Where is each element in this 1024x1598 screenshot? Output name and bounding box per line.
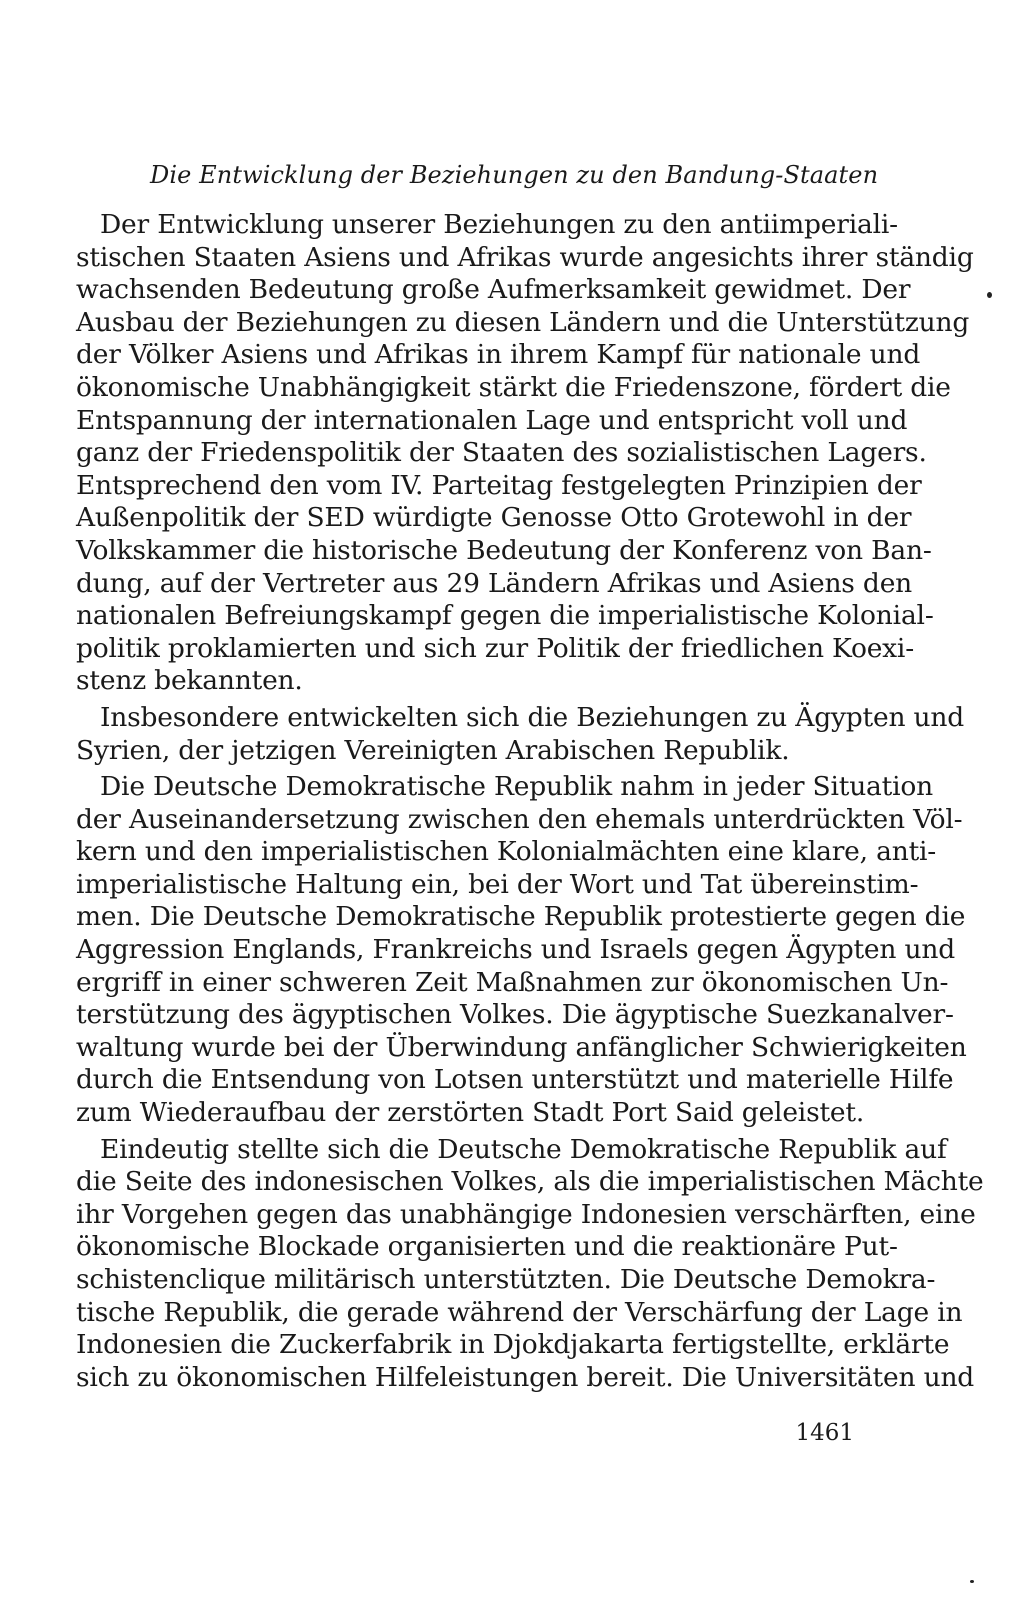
text-line: ganz der Friedenspolitik der Staaten des sozialistischen Lagers. — [76, 437, 927, 469]
text-line: Volkskammer die historische Bedeutung der Konferenz von Ban- — [76, 534, 932, 566]
text-line: Entspannung der internationalen Lage und entspricht voll und — [76, 404, 908, 436]
page-number: 1461 — [795, 1420, 854, 1446]
text-line: schistenclique militärisch unterstützten. Die Deutsche Demokra- — [76, 1264, 936, 1295]
paragraph — [76, 701, 965, 767]
text-line: terstützung des ägyptischen Volkes. Die ägyptische Suezkanalver- — [76, 999, 954, 1031]
text-line: dung, auf der Vertreter aus 29 Ländern Afrikas und Asiens den — [76, 567, 913, 599]
text-line: der Auseinandersetzung zwischen den ehemals unterdrückten Völ- — [76, 803, 963, 835]
text-line: imperialistische Haltung ein, bei der Wort und Tat übereinstim- — [76, 868, 919, 900]
paragraph — [76, 771, 967, 1130]
text-line: politik proklamierten und sich zur Politik der friedlichen Koexi- — [76, 632, 914, 664]
text-line: men. Die Deutsche Demokratische Republik protestierte gegen die — [76, 901, 966, 933]
text-line: Der Entwicklung unserer Beziehungen zu den antiimperiali- — [100, 209, 898, 240]
text-line: ergriff in einer schweren Zeit Maßnahmen zur ökonomischen Un- — [76, 966, 949, 998]
text-line: sich zu ökonomischen Hilfeleistungen bereit. Die Universitäten und — [76, 1361, 975, 1393]
text-line: Entsprechend den vom IV. Parteitag festgelegten Prinzipien der — [76, 469, 922, 501]
text-line: ihr Vorgehen gegen das unabhängige Indonesien verschärften, eine — [76, 1198, 976, 1230]
section-heading: Die Entwicklung der Beziehungen zu den Bandung-Staaten — [150, 161, 879, 189]
paragraph — [76, 209, 974, 698]
paragraph — [76, 1133, 984, 1395]
text-line: Die Deutsche Demokratische Republik nahm in jeder Situation — [100, 771, 934, 803]
text-line: stischen Staaten Asiens und Afrikas wurde angesichts ihrer ständig — [76, 241, 974, 273]
body-text — [76, 209, 984, 1394]
text-line: waltung wurde bei der Überwindung anfänglicher Schwierigkeiten — [76, 1031, 967, 1063]
text-line: nationalen Befreiungskampf gegen die imperialistische Kolonial- — [76, 600, 934, 632]
text-line: ökonomische Blockade organisierten und die reaktionäre Put- — [76, 1231, 898, 1263]
text-line: Indonesien die Zuckerfabrik in Djokdjakarta fertigstellte, erklärte — [76, 1329, 950, 1361]
text-line: Syrien, der jetzigen Vereinigten Arabischen Republik. — [76, 734, 790, 766]
text-line: ökonomische Unabhängigkeit stärkt die Friedenszone, fördert die — [76, 371, 951, 403]
text-line: Ausbau der Beziehungen zu diesen Ländern und die Unterstützung — [76, 306, 970, 338]
text-line: kern und den imperialistischen Kolonialmächten eine klare, anti- — [76, 836, 937, 868]
text-line: Außenpolitik der SED würdigte Genosse Otto Grotewohl in der — [76, 502, 912, 534]
text-line: wachsenden Bedeutung große Aufmerksamkeit gewidmet. Der — [76, 274, 911, 306]
text-line: die Seite des indonesischen Volkes, als die imperialistischen Mächte — [76, 1166, 984, 1198]
text-line: zum Wiederaufbau der zerstörten Stadt Port Said geleistet. — [76, 1097, 865, 1129]
text-line: Eindeutig stellte sich die Deutsche Demokratische Republik auf — [100, 1133, 947, 1165]
text-line: Aggression Englands, Frankreichs und Israels gegen Ägypten und — [76, 934, 955, 966]
text-line: durch die Entsendung von Lotsen unterstützt und materielle Hilfe — [76, 1064, 954, 1096]
text-line: der Völker Asiens und Afrikas in ihrem Kampf für nationale und — [76, 339, 921, 371]
text-line: tische Republik, die gerade während der Verschärfung der Lage in — [76, 1296, 963, 1328]
text-line: Insbesondere entwickelten sich die Beziehungen zu Ägypten und — [100, 701, 965, 733]
text-line: stenz bekannten. — [76, 665, 303, 697]
margin-speck — [987, 292, 992, 298]
margin-speck — [970, 1580, 974, 1583]
